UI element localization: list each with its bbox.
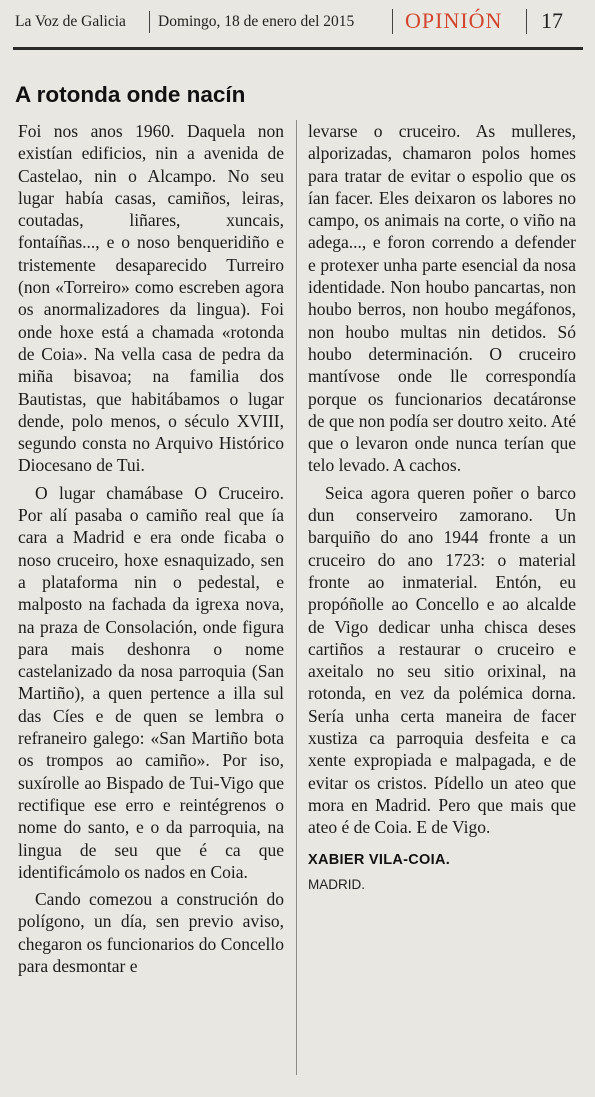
issue-date: Domingo, 18 de enero del 2015: [158, 13, 355, 30]
paragraph: O lugar chamábase O Cruceiro. Por alí pasaba o camiño real que ía cara a Madrid e era onde ficaba o noso cruceiro, hoxe esnaquizado, sen a plataforma nin o pedestal, e malposto na fachada da igrexa nova, na praza de Consolación, onde figura para mais deshonra o nome castelanizado da nosa parroquia (San Martiño), a quen pertence a illa sul das Cíes e de quen se lembra o refraneiro galego: «San Martiño bota os trompos ao camiño». Por iso, suxírolle ao Bispado de Tui-Vigo que rectifique ese erro e reintégrenos o nome do santo, e o da parroquia, na lingua de seu que é ca que identificámolo os nados en Coia.: [18, 482, 284, 882]
paragraph: Foi nos anos 1960. Daquela non existían edificios, nin a avenida de Castelao, nin o Alcampo. No seu lugar había casas, camiños, leiras, coutadas, liñares, xuncais, fontaíñas..., e o noso benqueridiño e tristemente desaparecido Turreiro (non «Torreiro» como escreben agora os anormalizadores da lingua). Foi onde hoxe está a chamada «rotonda de Coia». Na vella casa de pedra da miña bisavoa; na familia dos Bautistas, que habitábamos o lugar dende, polo menos, o século XVIII, segundo consta no Arquivo Histórico Diocesano de Tui.: [18, 121, 284, 476]
paragraph: Cando comezou a construción do polígono, un día, sen previo aviso, chegaron os funcionarios do Concello para desmontar e: [18, 889, 284, 976]
right-column: [308, 120, 576, 896]
page-number: 17: [541, 8, 563, 33]
section-name: OPINIÓN: [405, 8, 503, 33]
header-divider: [392, 9, 393, 34]
page-header: [0, 0, 595, 44]
header-divider: [526, 9, 527, 34]
left-column: [18, 120, 284, 977]
author-signature: XABIER VILA-COIA.: [308, 851, 451, 868]
author-location: MADRID.: [308, 876, 365, 892]
column-divider: [296, 120, 297, 1075]
newspaper-name: La Voz de Galicia: [15, 13, 126, 30]
header-divider: [149, 11, 150, 33]
letter-title: A rotonda onde nacín: [15, 82, 246, 107]
header-rule: [13, 47, 583, 50]
paragraph: Seica agora queren poñer o barco dun conserveiro zamorano. Un barquiño do ano 1944 fronte a un cruceiro do ano 1723: o material fronte ao inmaterial. Entón, eu propóñolle ao Concello e ao alcalde de Vigo dedicar unha chisca deses cartiños a restaurar o cruceiro e axeitalo no seu sitio orixinal, na rotonda, en vez da polémica dorna. Sería unha certa maneira de facer xustiza ca parroquia desfeita e ca xente expropiada e malpagada, e de evitar os cristos. Pídello un ateo que mora en Madrid. Pero que mais que ateo é de Coia. E de Vigo.: [308, 482, 576, 838]
paragraph: levarse o cruceiro. As mulleres, alporizadas, chamaron polos homes para tratar de evitar o espolio que os ían facer. Eles deixaron os labores no campo, os animais na corte, o viño na adega..., e foron correndo a defender e protexer unha parte esencial da nosa identidade. Non houbo pancartas, non houbo berros, non houbo megáfonos, non houbo multas nin detidos. Só houbo determinación. O cruceiro mantívose onde lle correspondía porque os funcionarios decatáronse de que non podía ser doutro xeito. Até que o levaron onde nunca terían que telo levado. A cachos.: [308, 121, 576, 476]
